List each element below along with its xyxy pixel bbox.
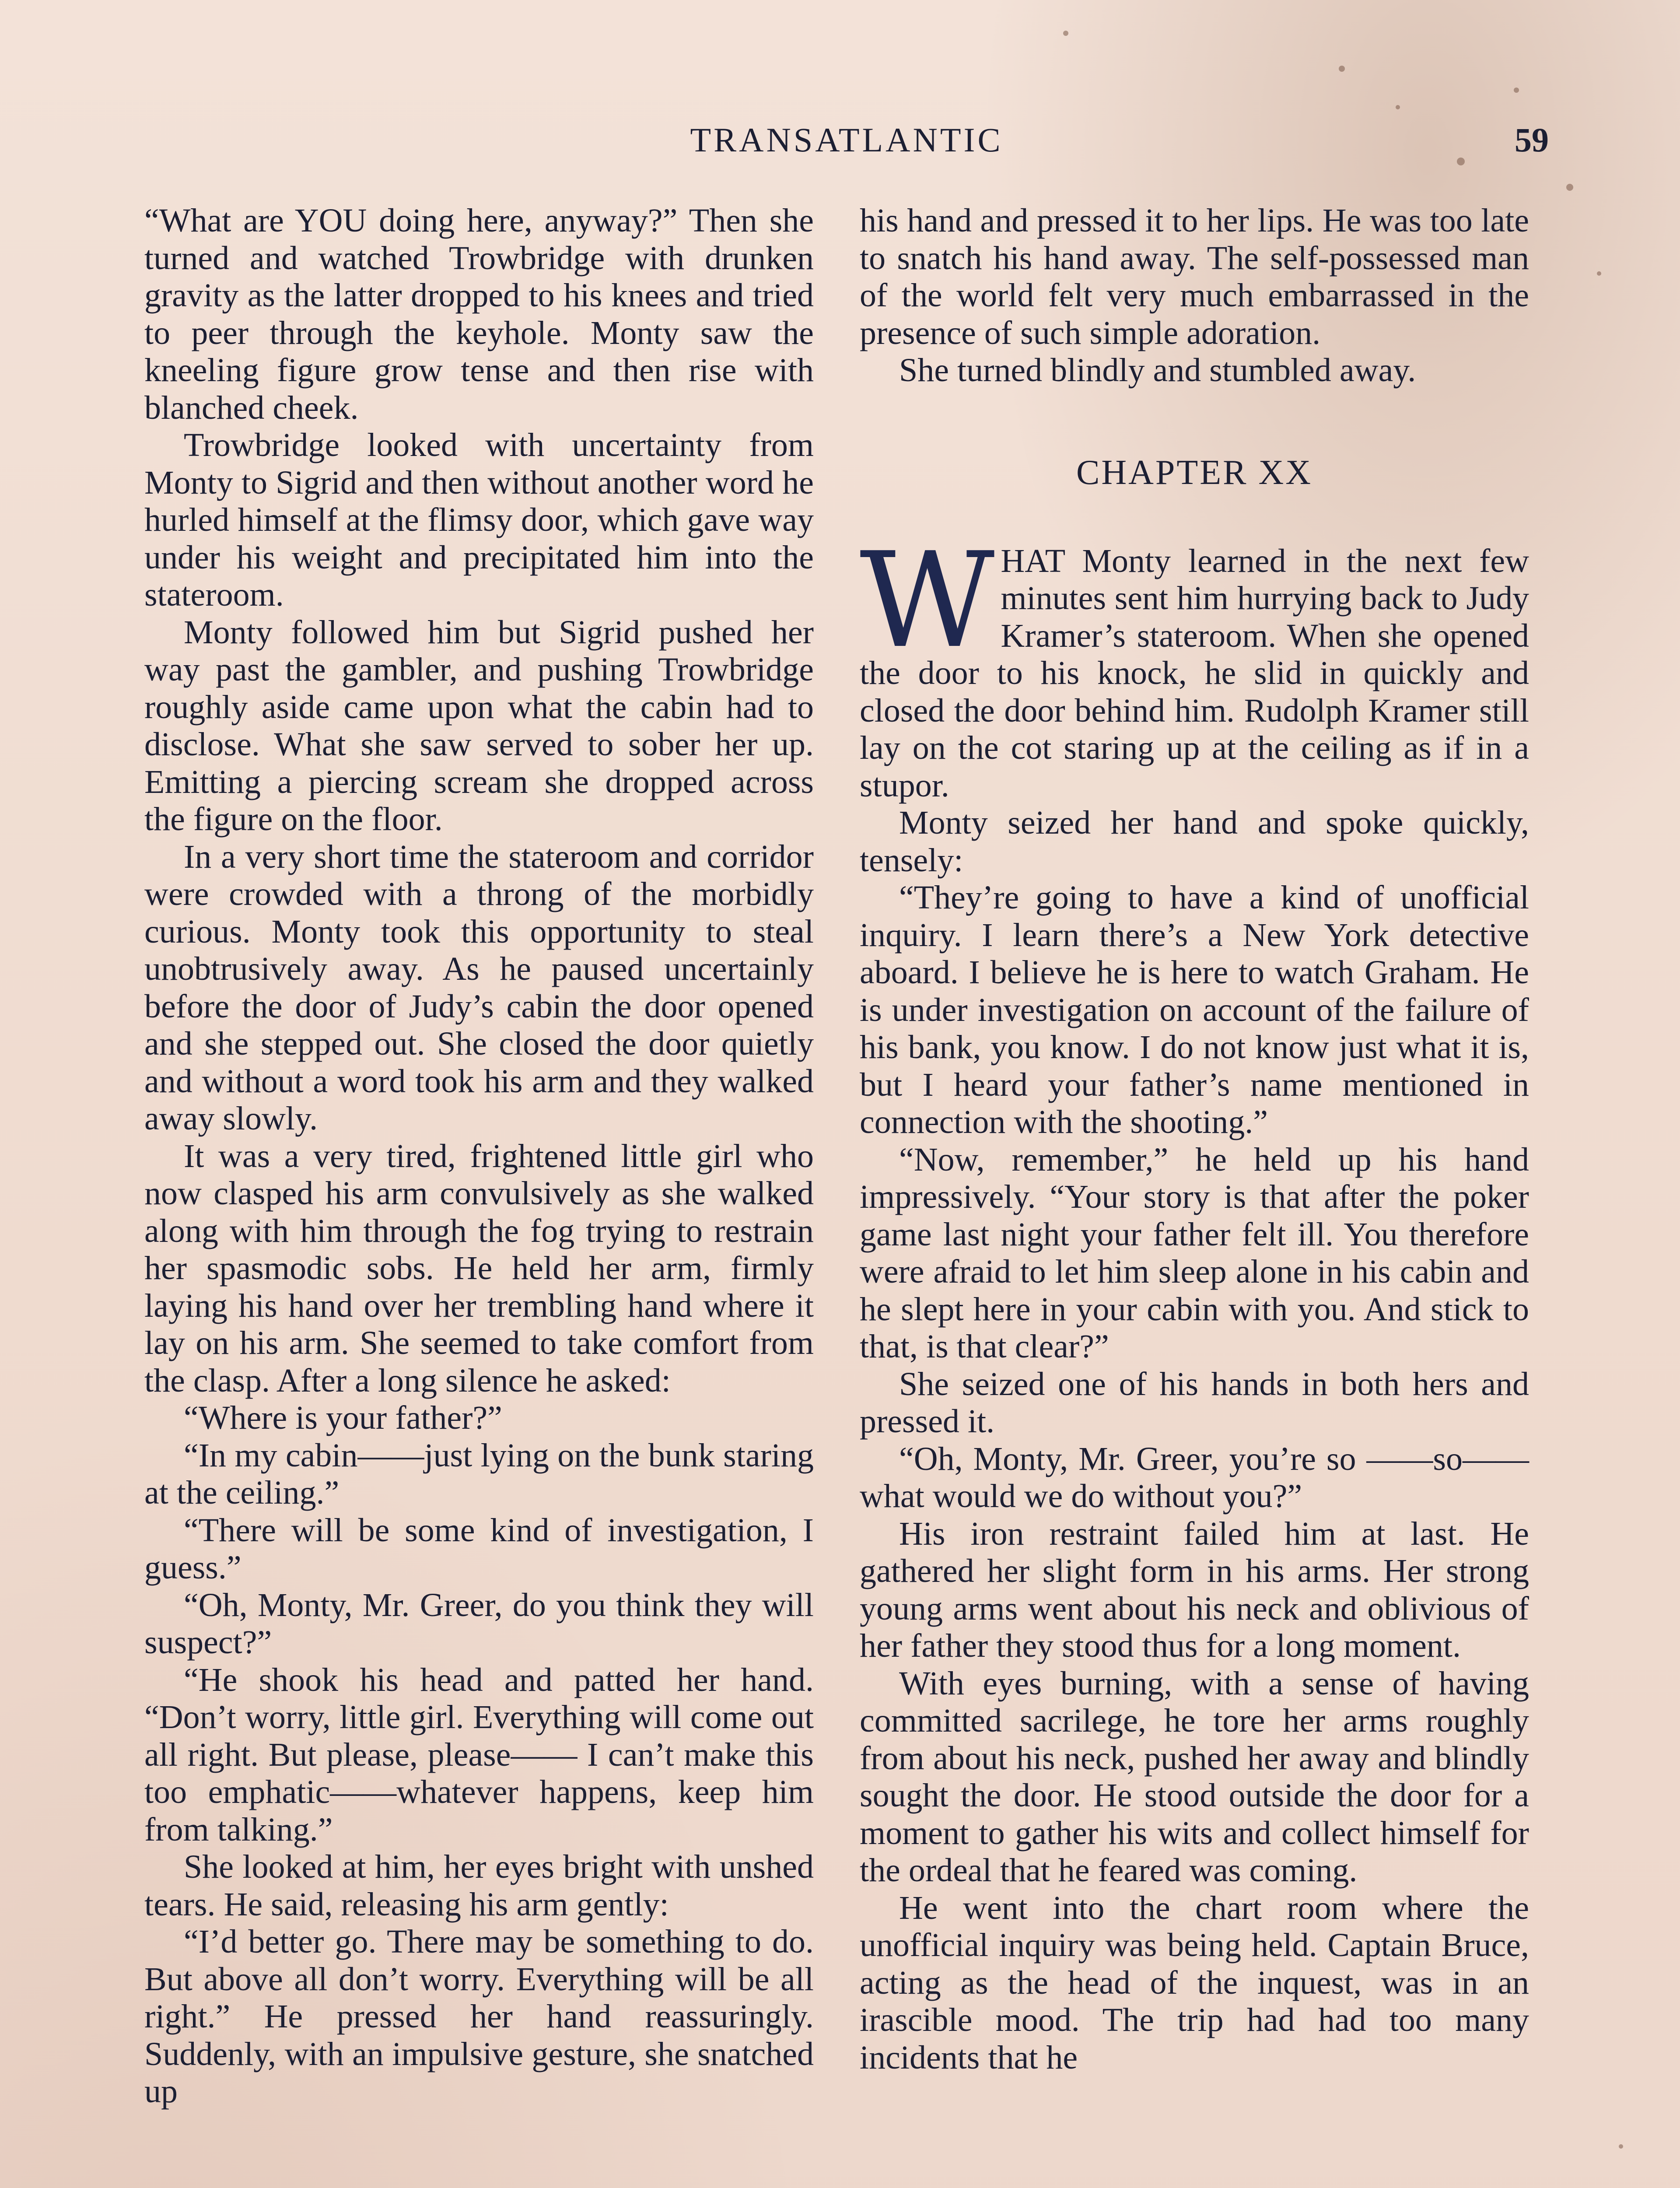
page-number: 59 [1515,121,1549,159]
chapter-heading: CHAPTER XX [1076,453,1313,492]
paragraph: “Oh, Monty, Mr. Greer, you’re so ——so——what would we do without you?” [860,1440,1529,1515]
paper-speck [1514,88,1519,93]
paragraph: “Now, remember,” he held up his hand impressively. “Your story is that after the poker game last night your father felt ill. You therefore were afraid to let him sleep alone in his cabin and he slept here in your cabin with you. And stick to that, is that clear?” [860,1141,1529,1365]
paragraph: “Where is your father?” [184,1399,502,1436]
chapter-opening-paragraph [860,524,1529,805]
paragraph: Monty seized her hand and spoke quickly, tensely: [860,804,1529,879]
paper-speck [1597,271,1601,276]
paragraph: “They’re going to have a kind of unofficial inquiry. I learn there’s a New York detective aboard. I believe he is here to watch Graham. He is under investigation on account of the failure of his bank, you know. I do not know just what it is, but I heard your father’s name mentioned in connection with the shooting.” [860,879,1529,1140]
paragraph: Trowbridge looked with uncertainty from Monty to Sigrid and then without another word he hurled himself at the flimsy door, which gave way under his weight and precipitated him into the stateroom. [144,427,814,613]
paragraph: “There will be some kind of investigation, I guess.” [144,1511,814,1586]
right-column [860,202,1529,2076]
left-column [144,202,814,2111]
paragraph: “He shook his head and patted her hand. “Don’t worry, little girl. Everything will come out all right. But please, please—— I can’t make this too emphatic——whatever happens, keep him from talking.” [144,1661,814,1848]
chapter-opening-text: HAT Monty learned in the next few minutes sent him hurrying back to Judy Kramer’s stateroom. When she opened the door to his knock, he slid in quickly and closed the door behind him. Rudolph Kramer still lay on the cot staring up at the ceiling as if in a stupor. [860,542,1529,804]
page-header [144,116,1549,164]
paragraph: “Oh, Monty, Mr. Greer, do you think they will suspect?” [144,1586,814,1661]
drop-cap: W [860,524,995,677]
paragraph: His iron restraint failed him at last. He gathered her slight form in his arms. Her strong young arms went about his neck and oblivious of her father they stood thus for a long moment. [860,1515,1529,1664]
paragraph: “I’d better go. There may be something to do. But above all don’t worry. Everything will be all right.” He pressed her hand reassuringly. Suddenly, with an impulsive gesture, she snatched up [144,1923,814,2110]
paper-speck [1566,184,1573,191]
paragraph: his hand and pressed it to her lips. He was too late to snatch his hand away. The self-possessed man of the world felt very much embarrassed in the presence of such simple adoration. [860,202,1529,351]
paragraph: “What are YOU doing here, anyway?” Then she turned and watched Trowbridge with drunken gravity as the latter dropped to his knees and tried to peer through the keyhole. Monty saw the kneeling figure grow tense and then rise with blanched cheek. [144,202,814,426]
paragraph: In a very short time the stateroom and corridor were crowded with a throng of the morbidly curious. Monty took this opportunity to steal unobtrusively away. As he paused uncertainly before the door of Judy’s cabin the door opened and she stepped out. She closed the door quietly and without a word took his arm and they walked away slowly. [144,838,814,1137]
paragraph: She turned blindly and stumbled away. [899,352,1416,389]
paragraph: With eyes burning, with a sense of having committed sacrilege, he tore her arms roughly from about his neck, pushed her away and blindly sought the door. He stood outside the door for a moment to gather his wits and collect himself for the ordeal that he feared was coming. [860,1665,1529,1889]
paragraph: It was a very tired, frightened little girl who now clasped his arm convulsively as she walked along with him through the fog trying to restrain her spasmodic sobs. He held her arm, firmly laying his hand over her trembling hand where it lay on his arm. She seemed to take comfort from the clasp. After a long silence he asked: [144,1137,814,1399]
paragraph: Monty followed him but Sigrid pushed her way past the gambler, and pushing Trowbridge roughly aside came upon what the cabin had to disclose. What she saw served to sober her up. Emitting a piercing scream she dropped across the figure on the floor. [144,614,814,838]
running-title: TRANSATLANTIC [690,121,1003,159]
paper-speck [1396,105,1400,109]
paragraph: “In my cabin——just lying on the bunk staring at the ceiling.” [144,1437,814,1511]
paragraph: She looked at him, her eyes bright with unshed tears. He said, releasing his arm gently: [144,1848,814,1923]
paper-speck [1063,31,1068,36]
paper-speck [1619,2144,1623,2149]
paragraph: He went into the chart room where the unofficial inquiry was being held. Captain Bruce, acting as the head of the inquest, was in an irascible mood. The trip had had too many incidents that he [860,1889,1529,2076]
paper-speck [1339,66,1345,72]
paragraph: She seized one of his hands in both hers and pressed it. [860,1365,1529,1440]
